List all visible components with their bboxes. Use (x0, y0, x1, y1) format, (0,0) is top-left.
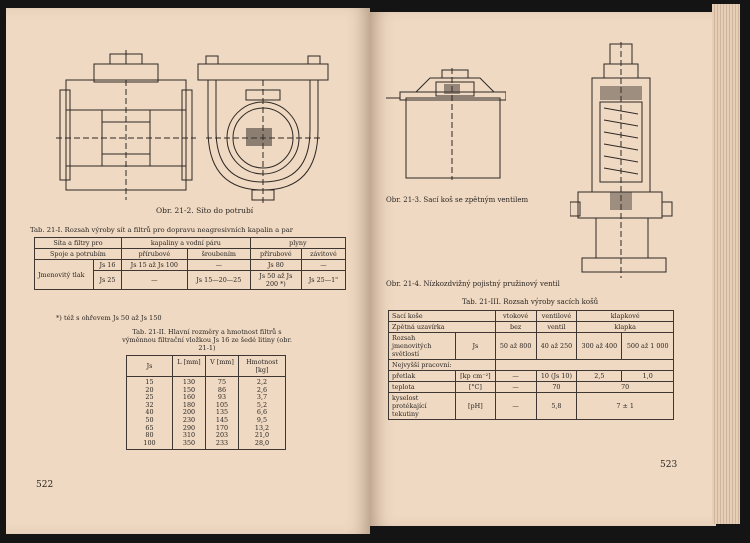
table-21-II (126, 355, 286, 450)
cell: Js 16 (94, 260, 122, 271)
cell: teplota (389, 382, 456, 393)
column-v: 75 86 93 105 135 145 170 203 233 (206, 377, 239, 450)
table-caption-21-I: Tab. 21-I. Rozsah výroby sít a filtrů pro dopravu neagresivních kapalin a par (30, 226, 294, 234)
cell: závitové (301, 249, 345, 260)
cell: Rozsah jmenovitých světlostí (389, 333, 456, 360)
cell: [kp cm⁻²] (456, 371, 496, 382)
table-footnote: *) též s ohřevem Js 50 až Js 150 (56, 314, 162, 322)
strainer-drawing (56, 50, 336, 210)
cell: Js 15—20—25 (187, 271, 250, 290)
cell (495, 360, 673, 371)
cell: klapkové (577, 311, 674, 322)
cell: 500 až 1 000 (622, 333, 674, 360)
table-21-III (388, 310, 674, 420)
cell: Hmotnost [kg] (239, 356, 286, 377)
figure-caption-21-2: Obr. 21-2. Síto do potrubí (156, 206, 254, 215)
column-js: 15 20 25 32 40 50 65 80 100 (127, 377, 173, 450)
left-page (6, 8, 370, 534)
cell: [°C] (456, 382, 496, 393)
column-mass: 2,2 2,6 3,7 5,2 6,6 9,5 13,2 21,0 28,0 (239, 377, 286, 450)
cell: 50 až 800 (495, 333, 536, 360)
cell: ventil (536, 322, 577, 333)
suction-basket-drawing (386, 68, 506, 180)
cell: — (121, 271, 187, 290)
cell: Js 15 až Js 100 (121, 260, 187, 271)
cell: přírubové (250, 249, 301, 260)
cell: šroubením (187, 249, 250, 260)
table-caption-21-III: Tab. 21-III. Rozsah výroby sacích košů (462, 298, 599, 306)
cell: Js 25—1" (301, 271, 345, 290)
cell: vtokové (495, 311, 536, 322)
right-page (370, 12, 716, 526)
cell: 10 (Js 10) (536, 371, 577, 382)
cell: 70 (536, 382, 577, 393)
cell: Js 50 až Js 200 *) (250, 271, 301, 290)
figure-caption-21-3: Obr. 21-3. Sací koš se zpětným ventilem (386, 196, 529, 204)
cell: Js (456, 333, 496, 360)
cell: kyselost protékající tekutiny (389, 393, 456, 420)
page-number-left: 522 (36, 480, 54, 490)
cell: — (301, 260, 345, 271)
column-l: 130 150 160 180 200 230 290 310 350 (173, 377, 206, 450)
cell: 7 ± 1 (577, 393, 674, 420)
cell: — (495, 382, 536, 393)
cell: ventilové (536, 311, 577, 322)
cell: — (495, 393, 536, 420)
cell: Zpětná uzavírka (389, 322, 496, 333)
cell: 5,8 (536, 393, 577, 420)
cell: V [mm] (206, 356, 239, 377)
cell: L [mm] (173, 356, 206, 377)
table-21-I (34, 237, 346, 290)
cell: plyny (250, 238, 345, 249)
cell: bez (495, 322, 536, 333)
cell: — (495, 371, 536, 382)
cell: 300 až 400 (577, 333, 622, 360)
cell: přírubové (121, 249, 187, 260)
cell: 40 až 250 (536, 333, 577, 360)
cell: Js (127, 356, 173, 377)
cell: 1,0 (622, 371, 674, 382)
figure-caption-21-4: Obr. 21-4. Nízkozdvižný pojistný pružinový ventil (386, 280, 560, 288)
cell: Jmenovitý tlak (35, 260, 94, 290)
safety-valve-drawing (570, 42, 680, 282)
cell: klapka (577, 322, 674, 333)
cell: 70 (577, 382, 674, 393)
cell: 2,5 (577, 371, 622, 382)
cell: kapaliny a vodní páru (121, 238, 250, 249)
cell: [pH] (456, 393, 496, 420)
cell: Js 80 (250, 260, 301, 271)
cell: Síta a filtry pro (35, 238, 122, 249)
cell: — (187, 260, 250, 271)
page-edges (712, 4, 740, 524)
cell: přetlak (389, 371, 456, 382)
cell: Nejvyšší pracovní: (389, 360, 496, 371)
table-caption-21-II: Tab. 21-II. Hlavní rozměry a hmotnost filtrů s výměnnou filtrační vložkou Js 16 ze šedé litiny (obr. 21-1) (122, 328, 292, 352)
cell: Spoje a potrubím (35, 249, 122, 260)
page-number-right: 523 (660, 460, 678, 470)
cell: Sací koše (389, 311, 496, 322)
cell: Js 25 (94, 271, 122, 290)
